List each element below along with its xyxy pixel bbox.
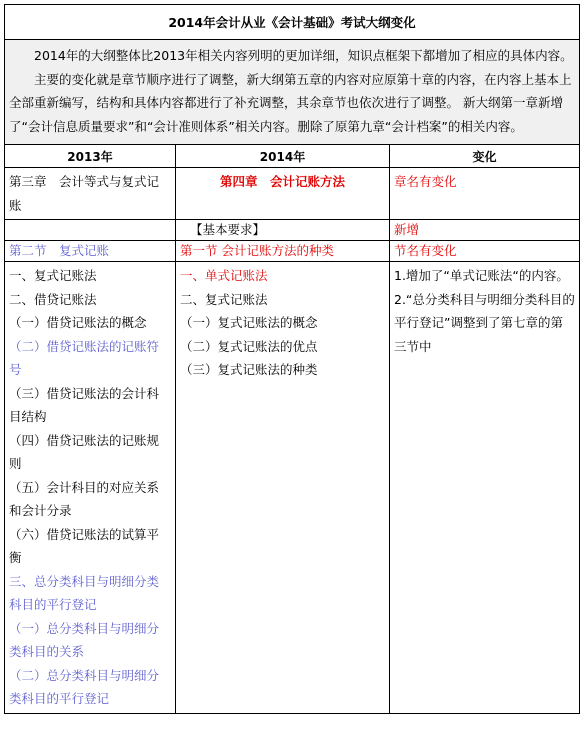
list-item: （一）借贷记账法的概念 [9, 315, 147, 330]
requirement-row [5, 220, 580, 241]
change-note: 2.“总分类科目与明细分类科目的平行登记”调整到了第七章的第三节中 [394, 291, 575, 354]
syllabus-table [4, 4, 580, 714]
requirement-change: 新增 [390, 220, 580, 241]
summary-paragraph-2: 主要的变化就是章节顺序进行了调整，新大纲第五章的内容对应原第十章的内容，在内容上基本上全部重新编写，结构和具体内容都进行了补充调整，其余章节也依次进行了调整。 新大纲第一章新增了“会计信息质量要求”和“会计准则体系”相关内容。删除了原第九章“会计档案”的相关内容。 [9, 71, 572, 134]
header-2014: 2014年 [176, 145, 390, 168]
chapter-row [5, 168, 580, 220]
chapter-change: 章名有变化 [390, 168, 580, 220]
requirement-2013 [5, 220, 176, 241]
content-change [390, 262, 580, 714]
list-item: 三、总分类科目与明细分类科目的平行登记 [9, 573, 160, 612]
chapter-2014: 第四章 会计记账方法 [176, 168, 390, 220]
header-row [5, 145, 580, 168]
requirement-2014: 【基本要求】 [176, 220, 390, 241]
list-item: 一、单式记账法 [180, 268, 268, 283]
list-item: （二）复式记账法的优点 [180, 338, 318, 354]
table-title: 2014年会计从业《会计基础》考试大纲变化 [5, 5, 580, 40]
list-item: （二）总分类科目与明细分类科目的平行登记 [9, 667, 160, 706]
list-item: （三）借贷记账法的会计科目结构 [9, 385, 160, 424]
section-change: 节名有变化 [390, 241, 580, 262]
list-item: 一、复式记账法 [9, 268, 97, 283]
list-item: 二、复式记账法 [180, 291, 268, 307]
list-item: （四）借贷记账法的记账规则 [9, 432, 160, 471]
content-2013 [5, 262, 176, 714]
section-2013: 第二节 复式记账 [5, 241, 176, 262]
list-item: （六）借贷记账法的试算平衡 [9, 526, 160, 565]
change-note: 1.增加了“单式记账法“的内容。 [394, 268, 569, 283]
content-2014 [176, 262, 390, 714]
header-2013: 2013年 [5, 145, 176, 168]
summary-paragraph-1: 2014年的大纲整体比2013年相关内容列明的更加详细，知识点框架下都增加了相应的具体内容。 [34, 48, 573, 63]
section-2014: 第一节 会计记账方法的种类 [176, 241, 390, 262]
content-row [5, 262, 580, 714]
list-item: （一）复式记账法的概念 [180, 315, 318, 330]
summary-cell [5, 40, 580, 145]
list-item: （三）复式记账法的种类 [180, 362, 318, 377]
section-row [5, 241, 580, 262]
header-change: 变化 [390, 145, 580, 168]
list-item: 二、借贷记账法 [9, 291, 97, 307]
list-item: （五）会计科目的对应关系和会计分录 [9, 479, 160, 518]
list-item: （一）总分类科目与明细分类科目的关系 [9, 620, 160, 659]
list-item: （二）借贷记账法的记账符号 [9, 338, 160, 377]
chapter-2013: 第三章 会计等式与复式记账 [5, 168, 176, 220]
